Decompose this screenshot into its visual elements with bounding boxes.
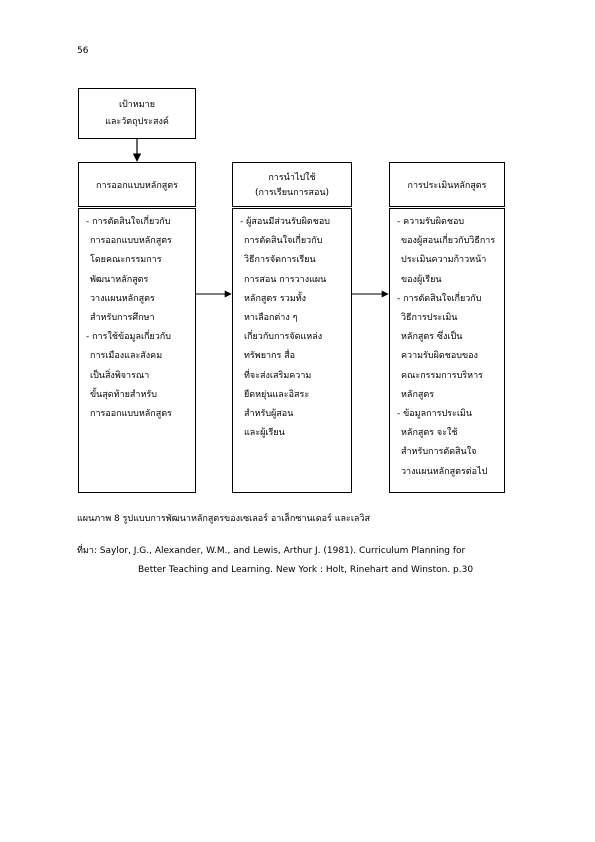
detail-line: การออกแบบหลักสูตร (90, 409, 172, 420)
bullet-item: - ความรับผิดชอบ (397, 217, 465, 227)
detail-line: วิธีการประเมิน (401, 313, 458, 324)
detail-line: ที่จะส่งเสริมความ (244, 370, 312, 381)
bullet-item: - ข้อมูลการประเมิน (397, 409, 472, 420)
detail-line: การตัดสินใจเกี่ยวกับ (244, 236, 323, 247)
bullet-item: - การใช้ข้อมูลเกี่ยวกับ (86, 332, 171, 343)
detail-line: สำหรับผู้สอน (244, 409, 294, 420)
implementation-header-line-1: การนำไปใช้ (268, 173, 316, 183)
detail-line: หลักสูตร (401, 389, 435, 400)
bullet-item: - การตัดสินใจเกี่ยวกับ (397, 293, 482, 304)
detail-line: การสอน การวางแผน (244, 274, 327, 285)
bullet-item: - ผู้สอนมีส่วนรับผิดชอบ (240, 217, 330, 227)
evaluation-header-text: การประเมินหลักสูตร (407, 181, 487, 191)
detail-line: เกี่ยวกับการจัดแหล่ง (244, 332, 323, 343)
detail-line: สำหรับการตัดสินใจ (401, 447, 477, 458)
detail-line: พัฒนาหลักสูตร (90, 274, 149, 285)
detail-line: ขั้นสุดท้ายสำหรับ (90, 389, 157, 400)
detail-line: และผู้เรียน (244, 428, 285, 439)
source-citation-line-2: Better Teaching and Learning. New York : Holt, Rinehart and Winston. p.30 (138, 565, 474, 575)
detail-line: วิธีการจัดการเรียน (244, 255, 316, 266)
detail-line: หลักสูตร จะใช้ (401, 428, 458, 439)
detail-line: วางแผนหลักสูตรต่อไป (401, 466, 488, 477)
detail-line: เป็นสิ่งพิจารณา (90, 370, 150, 381)
detail-line: ของผู้สอนเกี่ยวกับวิธีการ (401, 236, 496, 247)
detail-line: การเมืองและสังคม (90, 351, 163, 362)
detail-line: หาเลือกต่าง ๆ (244, 313, 298, 324)
goal-line-2: และวัตถุประสงค์ (105, 117, 169, 127)
detail-line: ยืดหยุ่นและอิสระ (244, 389, 310, 400)
source-citation-line-1: ที่มา: Saylor, J.G., Alexander, W.M., and Lewis, Arthur J. (1981). Curriculum Planning for (77, 546, 466, 556)
figure-caption: แผนภาพ 8 รูปแบบการพัฒนาหลักสูตรของเซเลอร์ อาเล็กซานเดอร์ และเลวิส (77, 514, 370, 524)
detail-line: ประเมินความก้าวหน้า (401, 255, 487, 266)
bullet-item: - การตัดสินใจเกี่ยวกับ (86, 217, 171, 227)
detail-line: ความรับผิดชอบของ (401, 351, 478, 362)
detail-line: หลักสูตร ซึ่งเป็น (401, 332, 463, 343)
detail-line: วางแผนหลักสูตร (90, 293, 155, 304)
page-number: 56 (77, 46, 89, 56)
detail-line: ของผู้เรียน (401, 274, 442, 285)
design-header-text: การออกแบบหลักสูตร (96, 181, 178, 191)
detail-line: สำหรับการศึกษา (90, 313, 155, 324)
goal-line-1: เป้าหมาย (118, 100, 156, 110)
detail-line: ทรัพยากร สื่อ (244, 351, 296, 362)
detail-line: การออกแบบหลักสูตร (90, 236, 172, 247)
detail-line: หลักสูตร รวมทั้ง (244, 293, 307, 304)
detail-line: โดยคณะกรรมการ (90, 255, 162, 266)
detail-line: คณะกรรมการบริหาร (401, 370, 483, 381)
implementation-header-line-2: (การเรียนการสอน) (254, 188, 330, 198)
